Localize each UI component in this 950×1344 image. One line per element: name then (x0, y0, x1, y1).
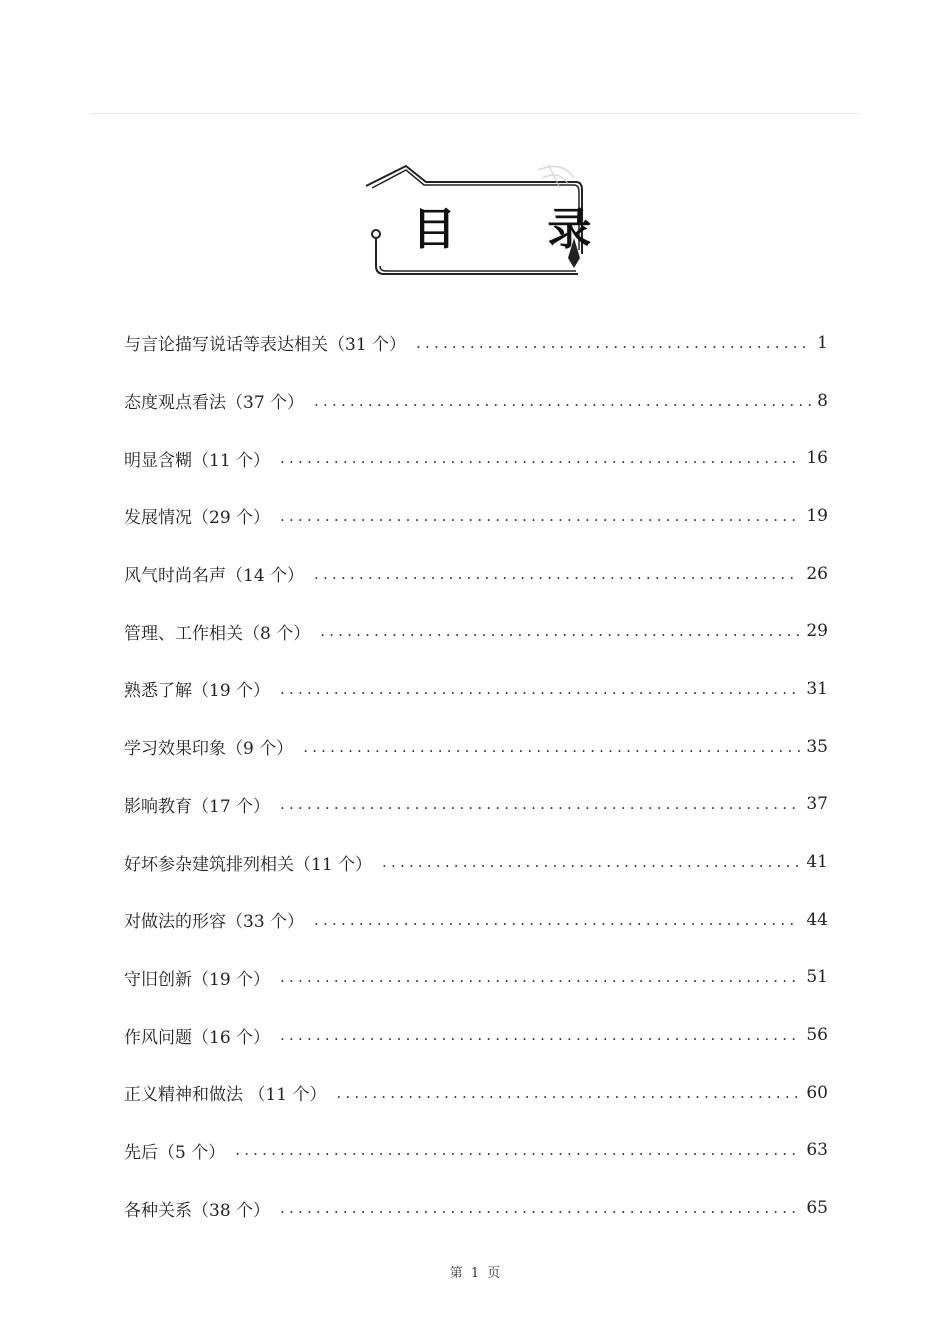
toc-entry-label: 发展情况（29 个） (124, 508, 271, 529)
toc-entry[interactable] (124, 776, 828, 834)
toc-entry-page: 31 (806, 678, 828, 699)
toc-entry[interactable] (124, 314, 828, 372)
toc-entry-label: 明显含糊（11 个） (124, 450, 271, 471)
toc-entry-page: 44 (806, 909, 828, 930)
toc-entry[interactable] (124, 429, 828, 487)
toc-entry-page: 60 (806, 1082, 828, 1103)
toc-entry[interactable] (124, 602, 828, 660)
page-number-footer: 第 1 页 (449, 1266, 501, 1281)
toc-leader-dots (314, 911, 800, 929)
toc-entry[interactable] (124, 1179, 828, 1237)
toc-entry[interactable] (124, 891, 828, 949)
toc-entry-label: 作风问题（16 个） (124, 1027, 271, 1048)
page-title: 目 录 (412, 204, 630, 255)
toc-entry-label: 各种关系（38 个） (124, 1200, 271, 1221)
toc-entry-page: 8 (817, 390, 828, 411)
toc-leader-dots (280, 795, 800, 813)
toc-leader-dots (314, 565, 800, 583)
toc-entry-page: 37 (806, 794, 828, 815)
toc-entry[interactable] (124, 949, 828, 1007)
toc-entry-label: 与言论描写说话等表达相关（31 个） (124, 335, 407, 356)
toc-leader-dots (280, 507, 800, 525)
toc-entry[interactable] (124, 1006, 828, 1064)
toc-entry-page: 65 (806, 1198, 828, 1219)
toc-entry-label: 好坏参杂建筑排列相关（11 个） (124, 854, 373, 875)
toc-entry[interactable] (124, 1064, 828, 1122)
toc-entry-page: 63 (806, 1140, 828, 1161)
toc-entry-page: 1 (817, 332, 828, 353)
toc-leader-dots (280, 1199, 800, 1217)
toc-entry[interactable] (124, 372, 828, 430)
toc-entry-page: 56 (806, 1025, 828, 1046)
toc-entry-label: 对做法的形容（33 个） (124, 912, 305, 933)
toc-entry-label: 影响教育（17 个） (124, 796, 271, 817)
toc-leader-dots (314, 392, 811, 410)
toc-leader-dots (280, 968, 800, 986)
toc-entry-page: 26 (806, 563, 828, 584)
toc-entry-page: 41 (806, 852, 828, 873)
toc-entry-page: 51 (806, 967, 828, 988)
toc-leader-dots (320, 622, 800, 640)
toc-leader-dots (280, 680, 800, 698)
toc-entry-page: 29 (806, 621, 828, 642)
toc-entry[interactable] (124, 660, 828, 718)
toc-entry[interactable] (124, 833, 828, 891)
toc-leader-dots (416, 334, 811, 352)
header-rule (90, 113, 860, 114)
toc-entry-label: 守旧创新（19 个） (124, 969, 271, 990)
title-frame (362, 158, 630, 283)
toc-entry-label: 态度观点看法（37 个） (124, 393, 305, 414)
toc-entry-label: 正义精神和做法 （11 个） (124, 1085, 327, 1106)
toc-leader-dots (336, 1084, 800, 1102)
toc-entry[interactable] (124, 545, 828, 603)
toc-entry-page: 16 (806, 448, 828, 469)
toc-entry-label: 熟悉了解（19 个） (124, 681, 271, 702)
toc-entry[interactable] (124, 1122, 828, 1180)
toc-leader-dots (280, 1026, 800, 1044)
toc-entry-page: 35 (806, 736, 828, 757)
toc-leader-dots (235, 1141, 800, 1159)
toc-entry-label: 学习效果印象（9 个） (124, 739, 294, 760)
table-of-contents (124, 314, 828, 1237)
toc-entry[interactable] (124, 718, 828, 776)
toc-entry[interactable] (124, 487, 828, 545)
toc-leader-dots (303, 738, 800, 756)
toc-entry-page: 19 (806, 505, 828, 526)
toc-leader-dots (382, 853, 800, 871)
toc-leader-dots (280, 449, 800, 467)
toc-entry-label: 管理、工作相关（8 个） (124, 623, 311, 644)
toc-entry-label: 风气时尚名声（14 个） (124, 566, 305, 587)
toc-entry-label: 先后（5 个） (124, 1142, 226, 1163)
